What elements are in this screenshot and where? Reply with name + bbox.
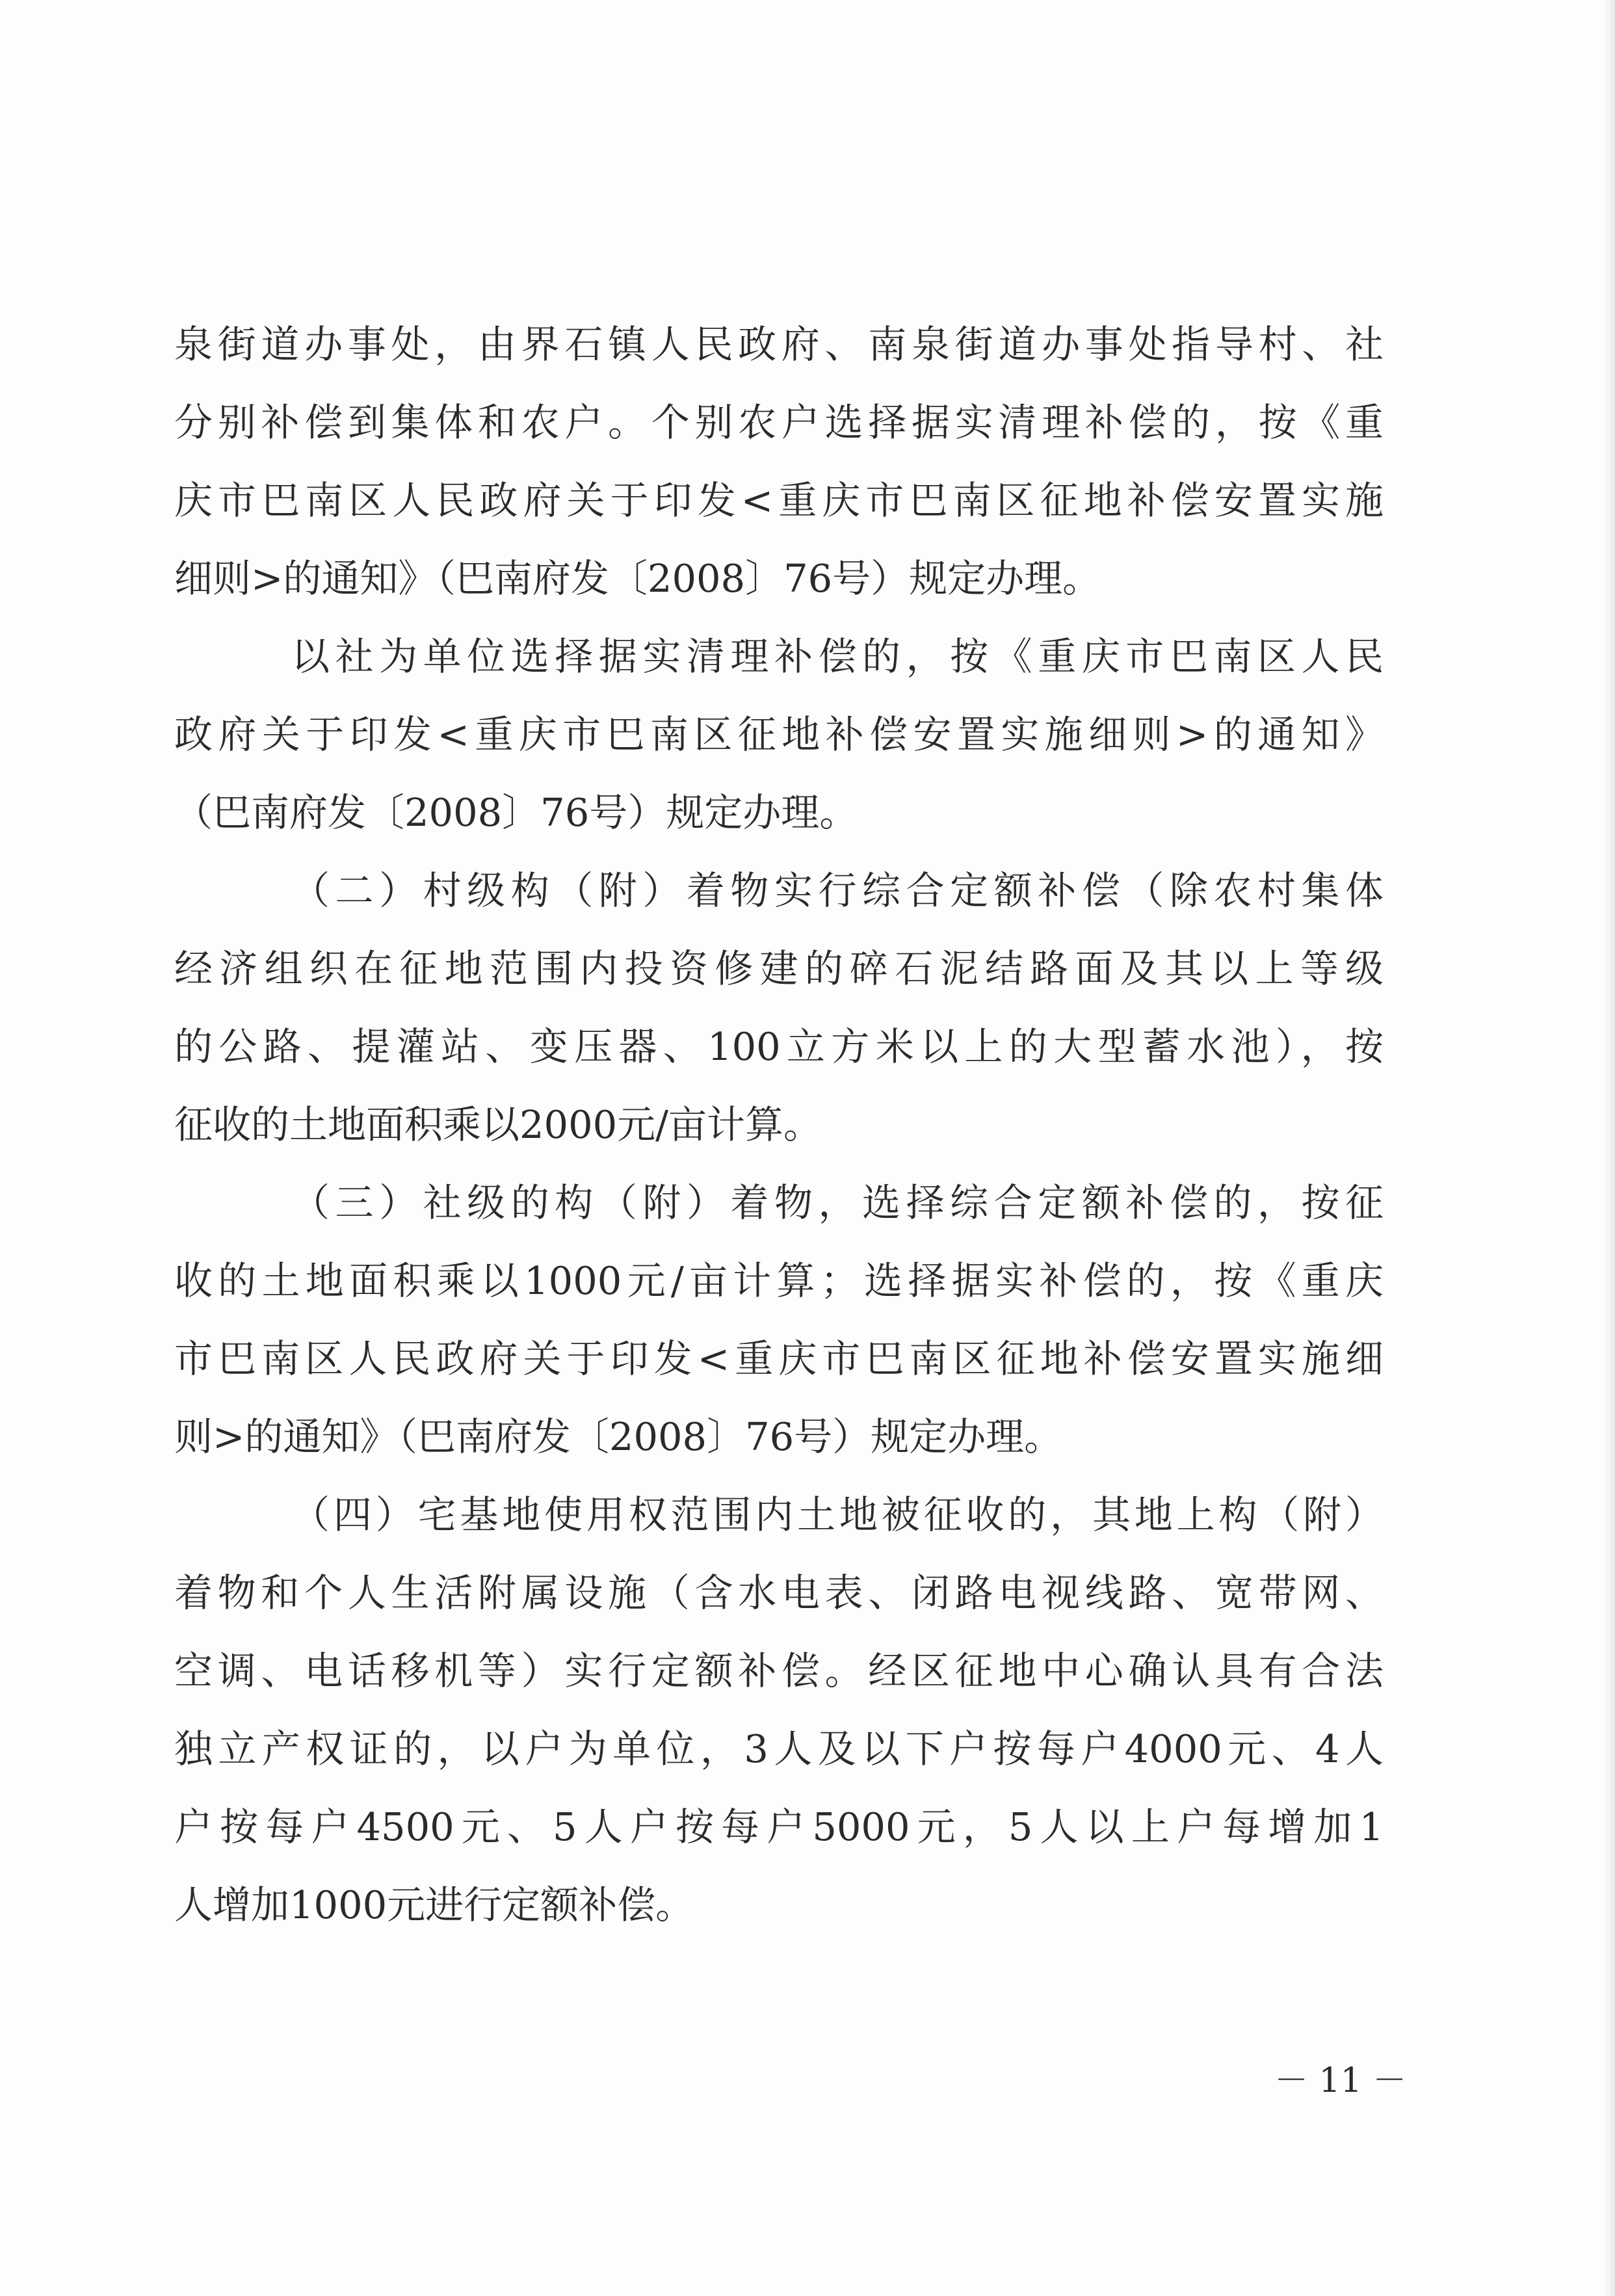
text-line: 空调、电话移机等）实行定额补偿。经区征地中心确认具有合法: [174, 1648, 1384, 1693]
text-line: 收的土地面积乘以1000元/亩计算；选择据实补偿的，按《重庆: [174, 1258, 1384, 1303]
document-body: [174, 306, 1384, 1944]
text-line: 着物和个人生活附属设施（含水电表、闭路电视线路、宽带网、: [174, 1570, 1384, 1615]
paragraph-start-line: 以社为单位选择据实清理补偿的，按《重庆市巴南区人民: [291, 634, 1384, 679]
text-line: （巴南府发〔2008〕76号）规定办理。: [174, 790, 858, 835]
text-line: 征收的土地面积乘以2000元/亩计算。: [174, 1102, 822, 1147]
text-line: 庆市巴南区人民政府关于印发<重庆市巴南区征地补偿安置实施: [174, 478, 1384, 523]
text-line: 户按每户4500元、5人户按每户5000元，5人以上户每增加1: [174, 1804, 1384, 1849]
text-line: 经济组织在征地范围内投资修建的碎石泥结路面及其以上等级: [174, 946, 1384, 991]
text-line: 泉街道办事处，由界石镇人民政府、南泉街道办事处指导村、社: [174, 322, 1384, 367]
text-line: 的公路、提灌站、变压器、100立方米以上的大型蓄水池），按: [174, 1024, 1384, 1069]
text-line: 细则>的通知》（巴南府发〔2008〕76号）规定办理。: [174, 556, 1101, 601]
text-line: 则>的通知》（巴南府发〔2008〕76号）规定办理。: [174, 1414, 1063, 1459]
paragraph-start-line: （三）社级的构（附）着物，选择综合定额补偿的，按征: [291, 1180, 1384, 1225]
text-line: 人增加1000元进行定额补偿。: [174, 1882, 694, 1927]
text-line: 市巴南区人民政府关于印发<重庆市巴南区征地补偿安置实施细: [174, 1336, 1384, 1381]
text-line: 分别补偿到集体和农户。个别农户选择据实清理补偿的，按《重: [174, 400, 1384, 445]
paragraph-start-line: （四）宅基地使用权范围内土地被征收的，其地上构（附）: [291, 1492, 1384, 1537]
page-edge-shadow: [1603, 0, 1615, 2296]
text-line: 独立产权证的，以户为单位，3人及以下户按每户4000元、4人: [174, 1726, 1384, 1771]
paragraph-start-line: （二）村级构（附）着物实行综合定额补偿（除农村集体: [291, 868, 1384, 913]
page-number: － 11 －: [1274, 2061, 1407, 2100]
text-line: 政府关于印发<重庆市巴南区征地补偿安置实施细则>的通知》: [174, 712, 1384, 757]
